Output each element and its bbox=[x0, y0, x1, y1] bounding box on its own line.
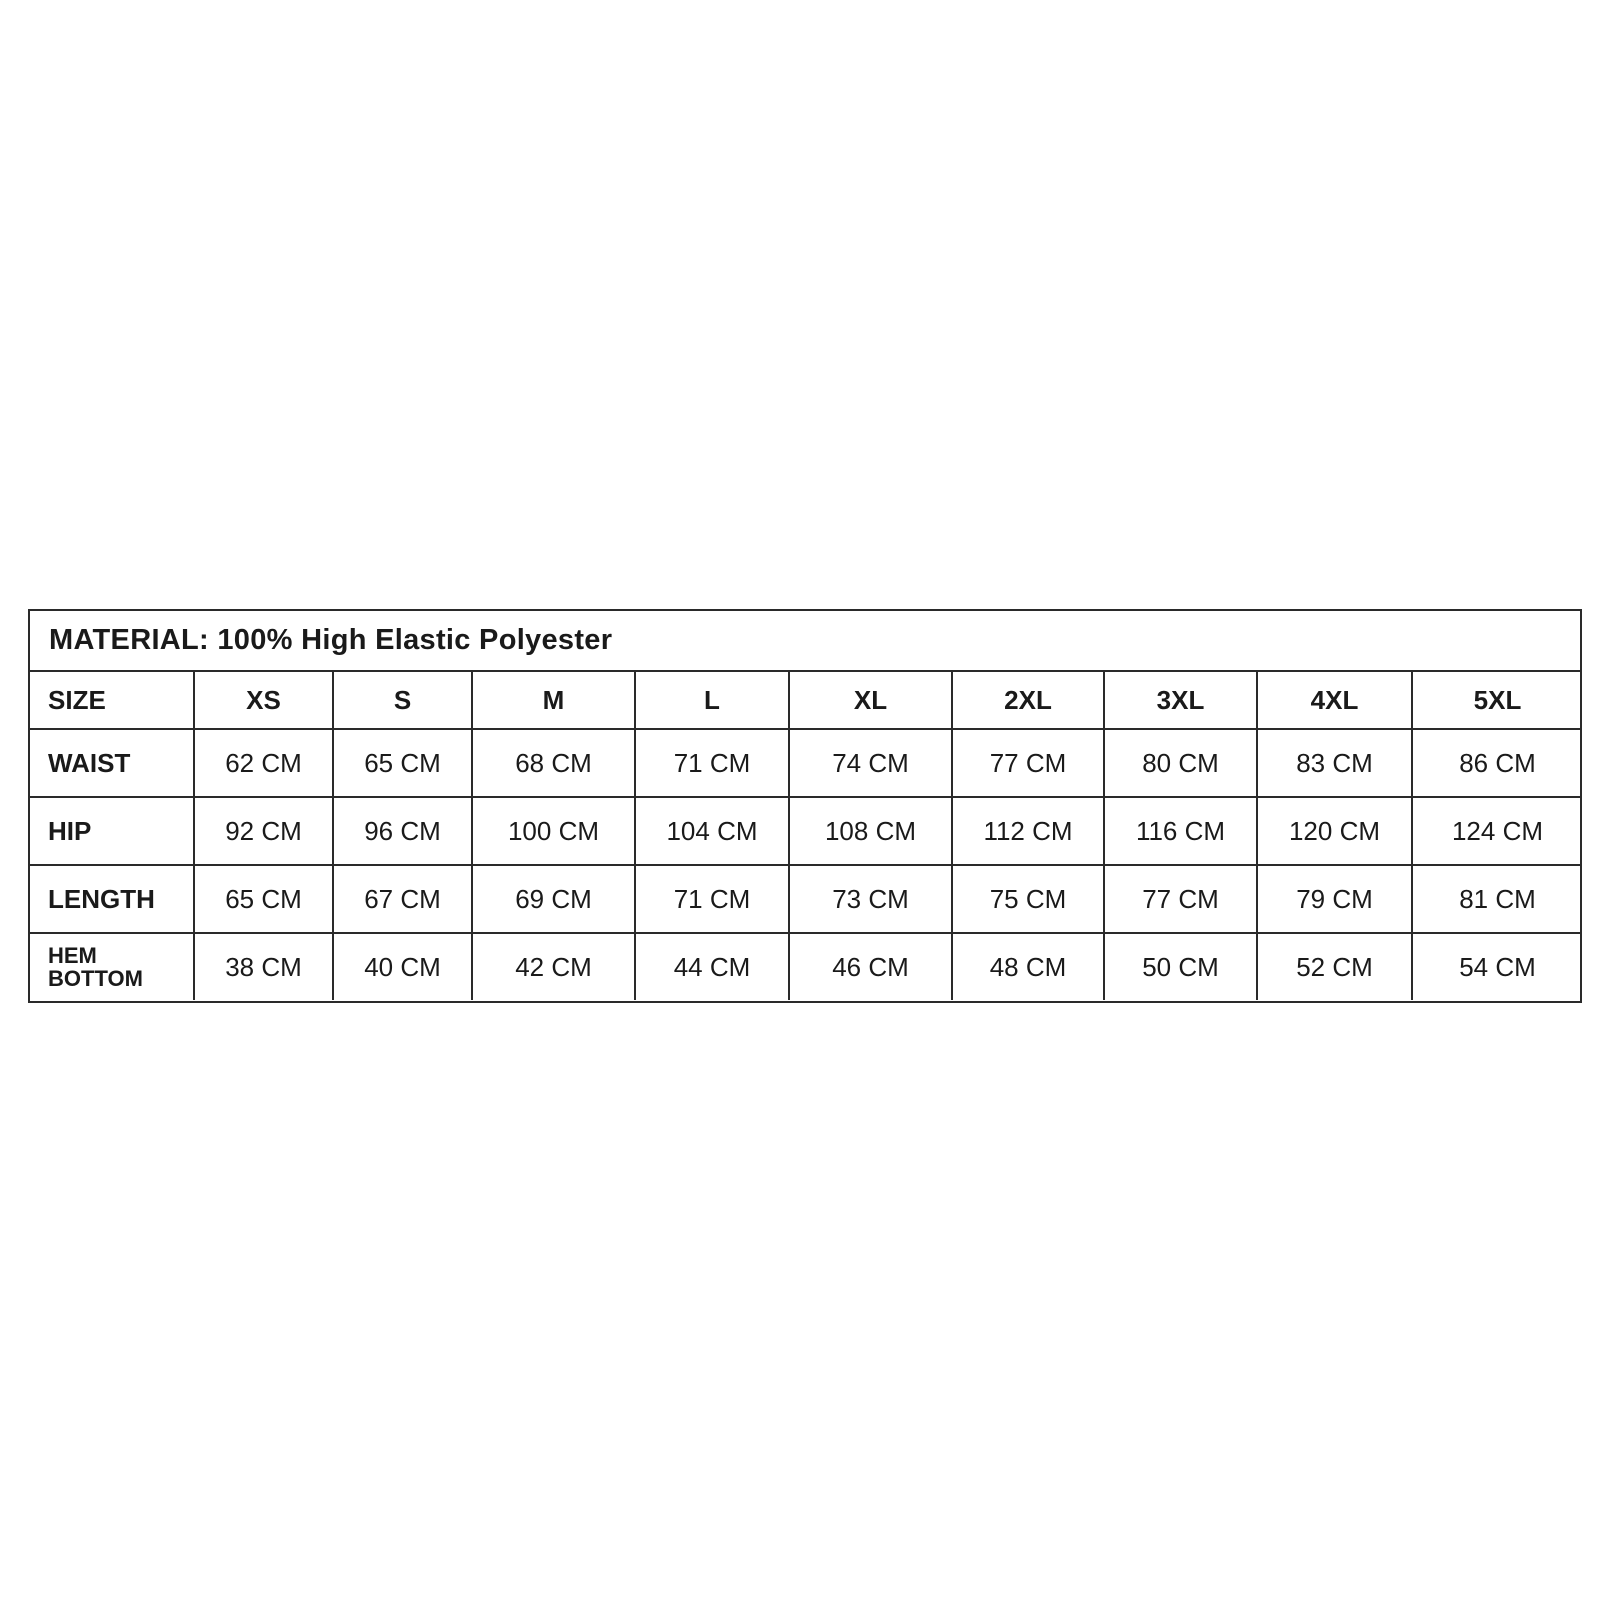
table-cell: 86 CM bbox=[1412, 729, 1582, 797]
row-label: WAIST bbox=[30, 729, 194, 797]
table-cell: 116 CM bbox=[1104, 797, 1257, 865]
table-cell: 50 CM bbox=[1104, 933, 1257, 1000]
table-cell: 42 CM bbox=[472, 933, 635, 1000]
table-cell: 40 CM bbox=[333, 933, 472, 1000]
size-chart bbox=[28, 609, 1582, 1003]
table-cell: 77 CM bbox=[1104, 865, 1257, 933]
size-m: M bbox=[472, 672, 635, 729]
table-cell: 108 CM bbox=[789, 797, 952, 865]
table-cell: 71 CM bbox=[635, 729, 789, 797]
table-cell: 77 CM bbox=[952, 729, 1104, 797]
row-label bbox=[30, 933, 194, 1000]
table-row-length bbox=[30, 865, 1582, 933]
table-cell: 67 CM bbox=[333, 865, 472, 933]
row-label-line-1: HEM bbox=[48, 943, 97, 968]
row-label-line-2: BOTTOM bbox=[48, 966, 143, 991]
table-cell: 100 CM bbox=[472, 797, 635, 865]
table-cell: 79 CM bbox=[1257, 865, 1412, 933]
table-row-hip bbox=[30, 797, 1582, 865]
size-s: S bbox=[333, 672, 472, 729]
size-label: SIZE bbox=[48, 684, 106, 715]
size-table bbox=[30, 672, 1582, 1000]
table-cell: 83 CM bbox=[1257, 729, 1412, 797]
size-3xl: 3XL bbox=[1104, 672, 1257, 729]
table-cell: 68 CM bbox=[472, 729, 635, 797]
table-cell: 38 CM bbox=[194, 933, 333, 1000]
table-cell: 62 CM bbox=[194, 729, 333, 797]
table-cell: 54 CM bbox=[1412, 933, 1582, 1000]
size-2xl: 2XL bbox=[952, 672, 1104, 729]
size-l: L bbox=[635, 672, 789, 729]
table-cell: 96 CM bbox=[333, 797, 472, 865]
table-cell: 81 CM bbox=[1412, 865, 1582, 933]
table-row-waist bbox=[30, 729, 1582, 797]
size-5xl: 5XL bbox=[1412, 672, 1582, 729]
table-cell: 104 CM bbox=[635, 797, 789, 865]
table-cell: 65 CM bbox=[333, 729, 472, 797]
table-cell: 48 CM bbox=[952, 933, 1104, 1000]
table-cell: 75 CM bbox=[952, 865, 1104, 933]
table-cell: 124 CM bbox=[1412, 797, 1582, 865]
size-xl: XL bbox=[789, 672, 952, 729]
table-cell: 112 CM bbox=[952, 797, 1104, 865]
row-label: LENGTH bbox=[30, 865, 194, 933]
table-cell: 52 CM bbox=[1257, 933, 1412, 1000]
table-header-row bbox=[30, 672, 1582, 729]
table-cell: 92 CM bbox=[194, 797, 333, 865]
table-cell: 80 CM bbox=[1104, 729, 1257, 797]
table-cell: 65 CM bbox=[194, 865, 333, 933]
table-cell: 71 CM bbox=[635, 865, 789, 933]
material-caption: MATERIAL: 100% High Elastic Polyester bbox=[30, 611, 1580, 672]
size-4xl: 4XL bbox=[1257, 672, 1412, 729]
table-cell: 73 CM bbox=[789, 865, 952, 933]
row-label: HIP bbox=[30, 797, 194, 865]
size-xs: XS bbox=[194, 672, 333, 729]
table-cell: 120 CM bbox=[1257, 797, 1412, 865]
table-cell: 44 CM bbox=[635, 933, 789, 1000]
table-cell: 74 CM bbox=[789, 729, 952, 797]
table-cell: 46 CM bbox=[789, 933, 952, 1000]
table-cell: 69 CM bbox=[472, 865, 635, 933]
table-row-hem-bottom bbox=[30, 933, 1582, 1000]
